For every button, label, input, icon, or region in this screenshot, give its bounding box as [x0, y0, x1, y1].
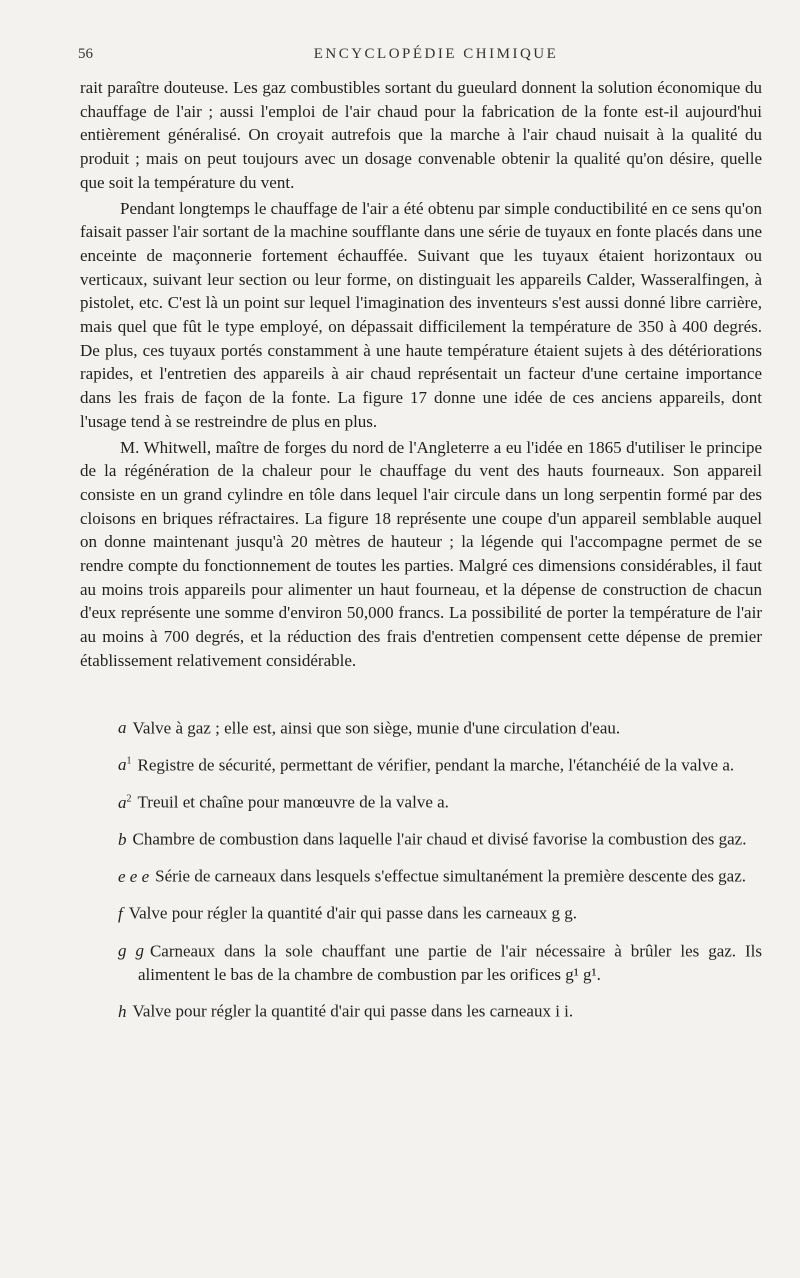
legend-item [118, 861, 762, 888]
legend-key: $a^1$ [118, 755, 132, 775]
running-title: ENCYCLOPÉDIE CHIMIQUE [313, 46, 559, 62]
legend-item [118, 898, 762, 925]
legend-text: Registre de sécurité, permettant de vérifier, pendant la marche, l'étanchéié de la valve a. [137, 755, 735, 775]
legend-text: Valve pour régler la quantité d'air qui passe dans les carneaux i i. [132, 1001, 574, 1021]
legend-text: Carneaux dans la sole chauffant une partie de l'air nécessaire à brûler les gaz. Ils alimentent le bas de la chambre de combustion par les orifices g¹ g¹. [138, 941, 762, 984]
legend-key: e e e [118, 866, 150, 886]
legend-text: Treuil et chaîne pour manœuvre de la valve a. [137, 792, 449, 812]
legend-key: $a^2$ [118, 792, 132, 812]
legend-text: Chambre de combustion dans laquelle l'air chaud et divisé favorise la combustion des gaz. [132, 829, 747, 849]
legend-key: g g [118, 941, 144, 961]
legend-text: Valve pour régler la quantité d'air qui passe dans les carneaux g g. [128, 904, 577, 924]
legend-item [118, 996, 762, 1023]
legend-item [118, 936, 762, 987]
legend-key: b [118, 829, 127, 849]
legend-key: f [118, 904, 123, 924]
legend-key: h [118, 1001, 127, 1021]
page-number: 56 [78, 46, 93, 62]
legend-text: Valve à gaz ; elle est, ainsi que son siège, munie d'une circulation d'eau. [132, 718, 621, 738]
paragraph: Pendant longtemps le chauffage de l'air a été obtenu par simple conductibilité en ce sens qu'on faisait passer l'air sortant de la machine soufflante dans une série de tuyaux en fonte placés dans une enceinte de maçonnerie fortement échauffée. Suivant que les tuyaux étaient horizontaux ou verticaux, suivant leur section ou leur forme, on distinguait les appareils Calder, Wasseralfingen, à pistolet, etc. C'est là un point sur lequel l'imagination des inventeurs s'est aussi donné libre carrière, mais quel que fût le type employé, on dépassait difficilement la température de 350 à 400 degrés. De plus, ces tuyaux portés constamment à une haute température étaient sujets à des détériorations rapides, et l'entretien des appareils à air chaud représentait un facteur d'une certaine importance dans les frais de façon de la fonte. La figure 17 donne une idée de ces anciens appareils, dont l'usage tend à se restreindre de plus en plus. [80, 198, 762, 431]
paragraph: M. Whitwell, maître de forges du nord de l'Angleterre a eu l'idée en 1865 d'utiliser le principe de la régénération de la chaleur pour le chauffage du vent des hauts fourneaux. Son appareil consiste en un grand cylindre en tôle dans lequel l'air circule dans un long serpentin formé par des cloisons en briques réfractaires. La figure 18 représente une coupe d'un appareil semblable auquel on donne maintenant jusqu'à 20 mètres de hauteur ; la légende qui l'accompagne permet de se rendre compte du fonctionnement de toutes les parties. Malgré ces dimensions considérables, il faut au moins trois appareils pour alimenter un haut fourneau, et la dépense de construction de chacun d'eux représente une somme d'environ 50,000 francs. La possibilité de porter la température de l'air au moins à 700 degrés, et la réduction des frais d'entretien compensent cette dépense de premier établissement relativement considérable. [80, 437, 762, 670]
paragraph: rait paraître douteuse. Les gaz combustibles sortant du gueulard donnent la solution économique du chauffage de l'air ; aussi l'emploi de l'air chaud pour la fabrication de la fonte est-il aujourd'hui entièrement généralisé. On croyait autrefois que la marche à l'air chaud nuisait à la qualité du produit ; mais on peut toujours avec un dosage convenable obtenir la qualité qu'on désire, quelle que soit la température du vent. [80, 78, 762, 192]
legend-item [118, 713, 762, 740]
legend-item [118, 750, 762, 777]
legend-key: a [118, 718, 127, 738]
page-header [80, 46, 762, 76]
body-text [80, 76, 762, 673]
legend-text: Série de carneaux dans lesquels s'effectue simultanément la première descente des gaz. [155, 866, 747, 886]
figure-legend [80, 713, 762, 1024]
legend-item [118, 824, 762, 851]
legend-item [118, 787, 762, 814]
